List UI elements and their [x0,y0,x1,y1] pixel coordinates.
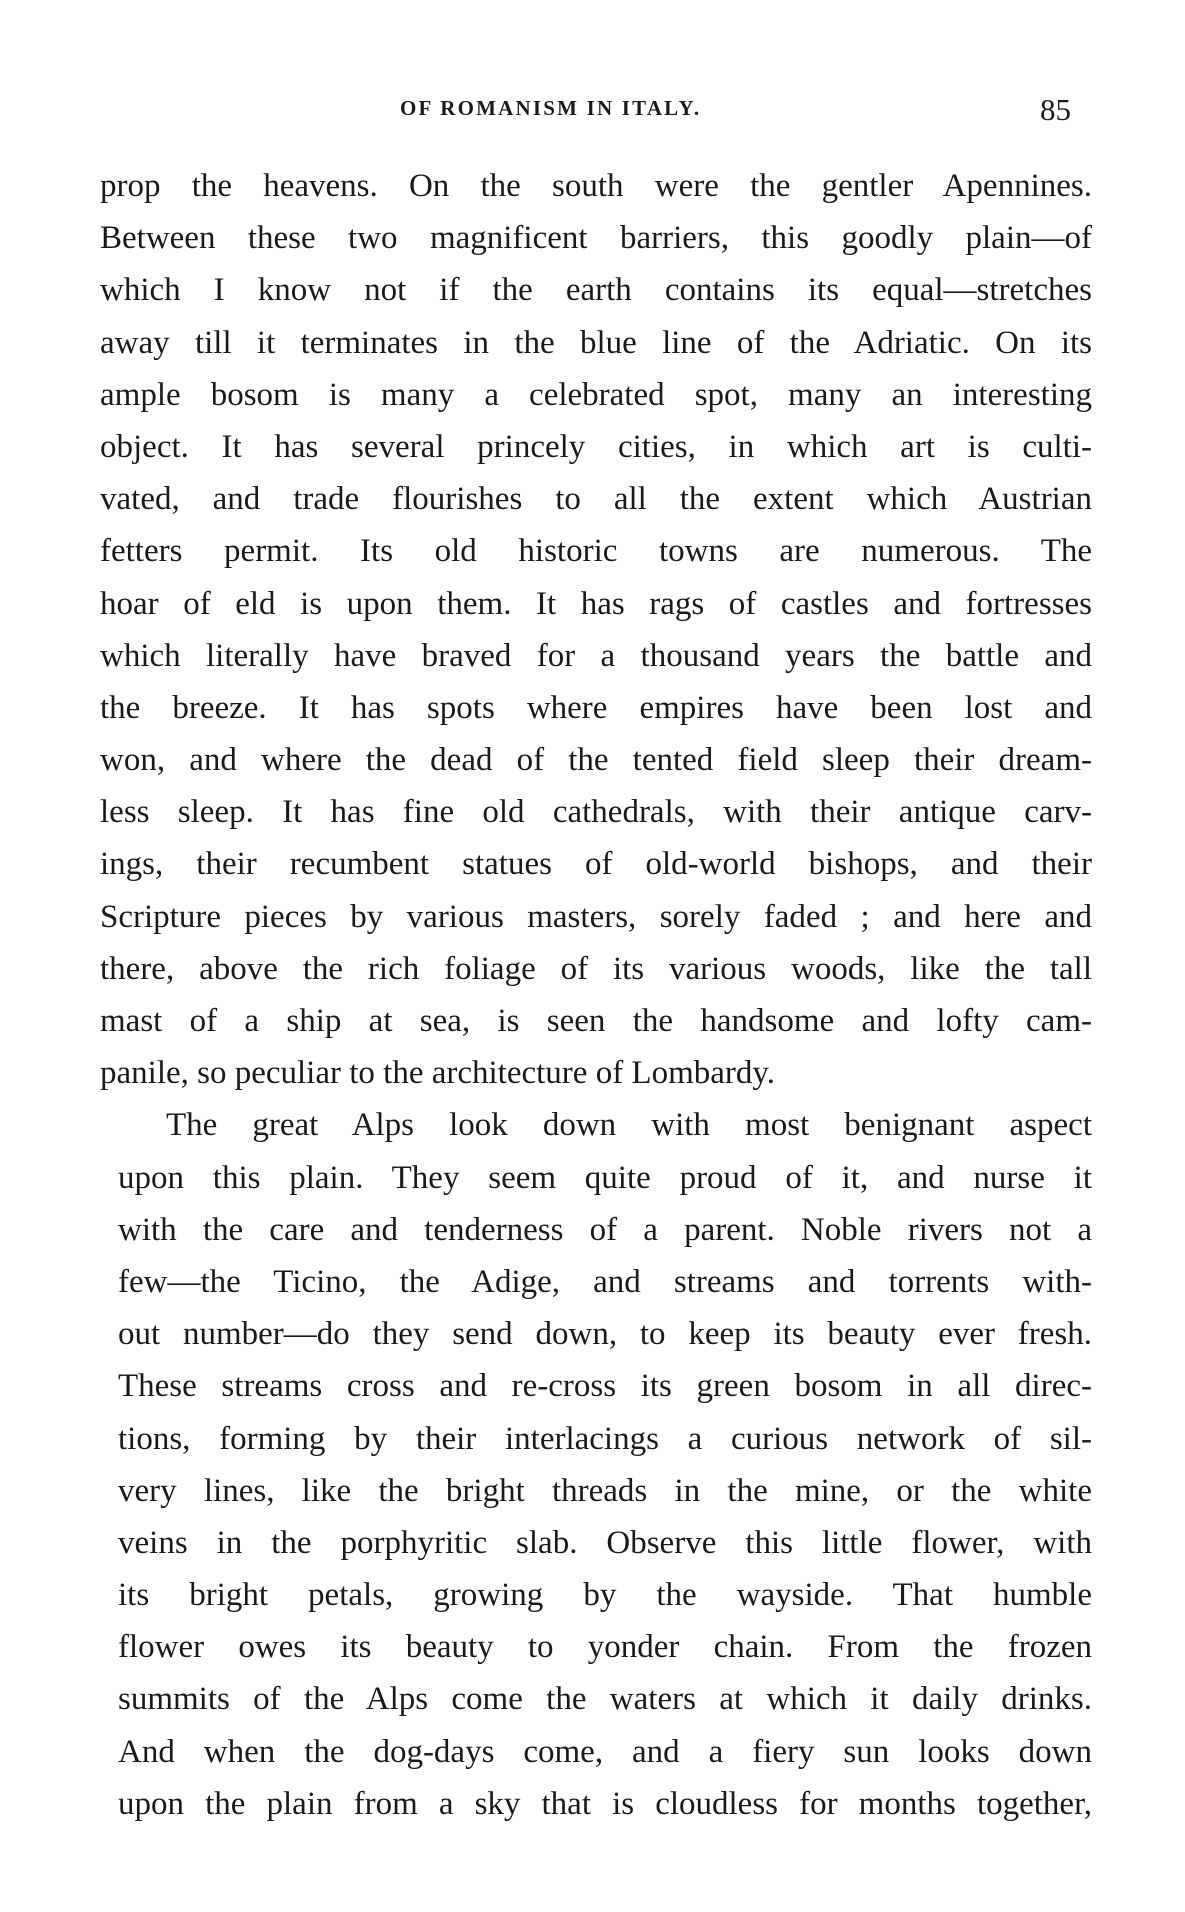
text-line: upon the plain from a sky that is cloudless for months together, [118,1785,1092,1822]
text-line: panile, so peculiar to the architecture of Lombardy. [100,1055,776,1092]
text-line: less sleep. It has fine old cathedrals, with their antique carv- [100,794,1092,831]
text-line: mast of a ship at sea, is seen the handsome and lofty cam- [100,1003,1092,1039]
text-line: won, and where the dead of the tented field sleep their dream- [100,742,1092,779]
page-number: 85 [1040,92,1071,127]
text-line: there, above the rich foliage of its various woods, like the tall [100,950,1092,987]
text-line: upon this plain. They seem quite proud of it, and nurse it [118,1159,1092,1196]
text-line: veins in the porphyritic slab. Observe this little flower, with [118,1524,1092,1561]
text-line: very lines, like the bright threads in the mine, or the white [118,1472,1092,1509]
body-text [100,160,1092,1830]
text-line: out number—do they send down, to keep its beauty ever fresh. [118,1316,1092,1353]
text-line: ample bosom is many a celebrated spot, many an interesting [100,376,1092,413]
text-line: tions, forming by their interlacings a curious network of sil- [118,1420,1092,1457]
text-line: summits of the Alps come the waters at which it daily drinks. [118,1681,1092,1718]
text-line: vated, and trade flourishes to all the extent which Austrian [100,481,1092,518]
text-line: fetters permit. Its old historic towns are numerous. The [100,533,1092,570]
text-line: which I know not if the earth contains its equal—stretches [100,272,1092,309]
text-line: the breeze. It has spots where empires have been lost and [100,689,1092,726]
paragraph-1 [100,160,1092,1099]
running-head: OF ROMANISM IN ITALY. [400,96,702,120]
text-line: its bright petals, growing by the wayside. That humble [118,1577,1092,1614]
text-line: flower owes its beauty to yonder chain. From the frozen [118,1629,1092,1666]
text-line: away till it terminates in the blue line of the Adriatic. On its [100,324,1092,361]
text-line: few—the Ticino, the Adige, and streams and torrents with- [118,1263,1092,1300]
text-line: These streams cross and re-cross its green bosom in all direc- [118,1368,1092,1405]
text-line: prop the heavens. On the south were the gentler Apennines. [100,168,1092,204]
text-line: Between these two magnificent barriers, this goodly plain—of [100,220,1092,257]
text-line: hoar of eld is upon them. It has rags of castles and fortresses [100,585,1092,622]
text-line: Scripture pieces by various masters, sorely faded ; and here and [100,898,1092,935]
text-line: object. It has several princely cities, in which art is culti- [100,428,1092,465]
text-line: ings, their recumbent statues of old-world bishops, and their [100,846,1092,883]
text-line: And when the dog-days come, and a fiery sun looks down [118,1733,1092,1770]
text-line: with the care and tenderness of a parent. Noble rivers not a [118,1211,1092,1248]
text-line: which literally have braved for a thousand years the battle and [100,637,1092,674]
text-line: The great Alps look down with most benignant aspect [166,1107,1092,1144]
paragraph-2 [100,1099,1092,1830]
